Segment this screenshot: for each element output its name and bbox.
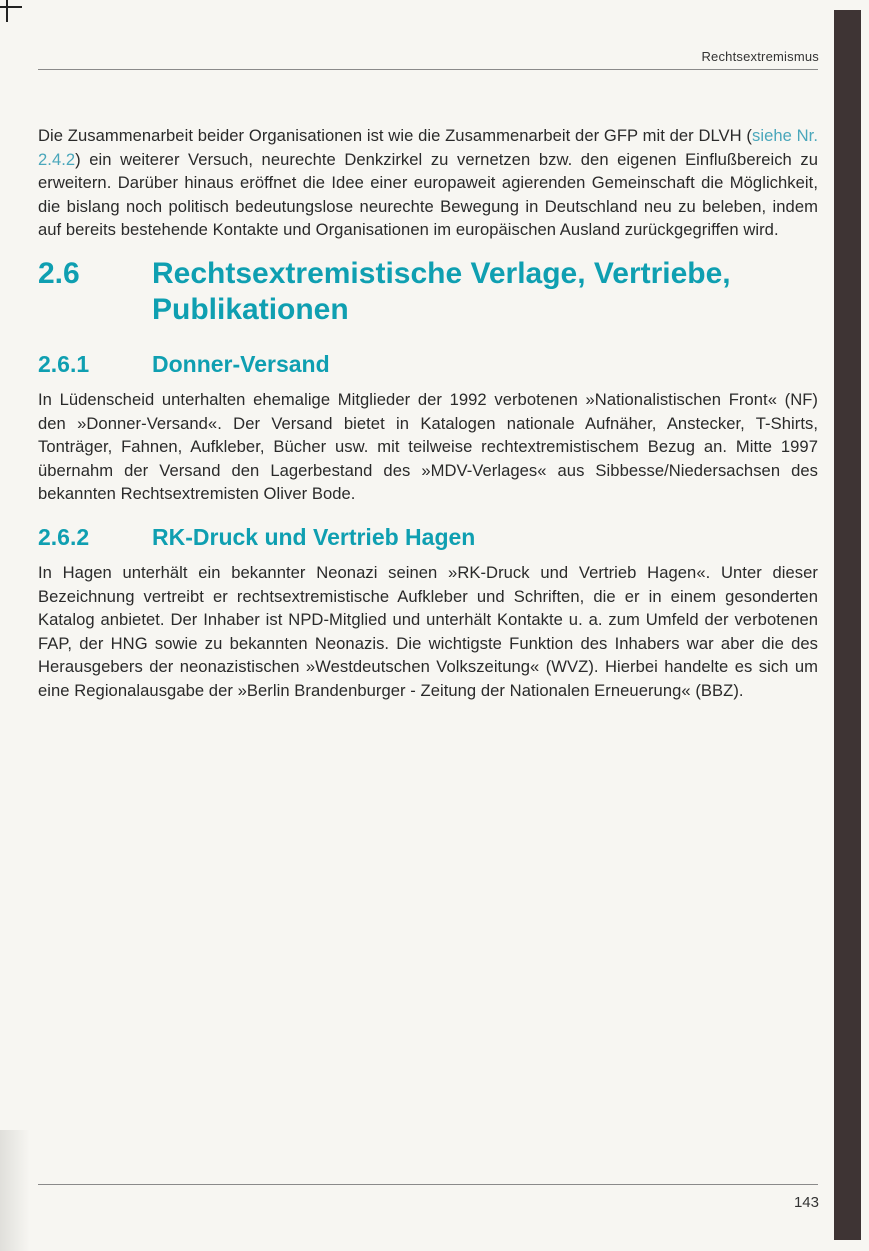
subsection-paragraph: In Lüdenscheid unterhalten ehemalige Mitglieder der 1992 verbotenen »Nationalistischen Front« (NF) den »Donner-Versand«. Der Versand bietet in Katalogen nationale Aufnäher, Anstecker, T-Shirts, Tonträger, Fahnen, Aufkleber, Bücher usw. mit teilweise rechtextremistischem Bezug an. Mitte 1997 übernahm der Versand den Lagerbestand des »MDV-Verlages« aus Sibbesse/Niedersachsen des bekannten Rechtsextremisten Oliver Bode. — [38, 389, 818, 504]
running-header: Rechtsextremismus — [701, 49, 819, 64]
subsection-number: 2.6.1 — [38, 350, 90, 377]
page-shadow — [0, 1130, 30, 1251]
section-number: 2.6 — [38, 256, 80, 290]
subsection-heading — [38, 523, 818, 551]
chapter-side-tab — [834, 10, 861, 1240]
section-title: Rechtsextremistische Verlage, Vertriebe, Publikationen — [152, 256, 731, 326]
subsection-number: 2.6.2 — [38, 523, 90, 550]
page-number: 143 — [793, 1194, 819, 1211]
cross-reference-link[interactable]: siehe Nr. 2.4.2 — [38, 126, 818, 169]
section-heading — [38, 256, 818, 328]
intro-text-end: ) ein weiterer Versuch, neurechte Denkzirkel zu vernetzen bzw. den eigenen Einflußbereich zu erweitern. Darüber hinaus eröffnet die Idee einer europaweit agierenden Gemeinschaft die Möglichkeit, die bislang noch politisch bedeutungslose neurechte Bewegung in Deutschland neu zu beleben, indem auf bereits bestehende Kontakte und Organisationen im europäischen Ausland zurückgegriffen wird. — [38, 149, 818, 240]
subsection-paragraph: In Hagen unterhält ein bekannter Neonazi seinen »RK-Druck und Vertrieb Hagen«. Unter dieser Bezeichnung vertreibt er rechtsextremistische Aufkleber und Schriften, die er in einem gesonderten Katalog anbietet. Der Inhaber ist NPD-Mitglied und unterhält Kontakte u. a. zum Umfeld der verbotenen FAP, der HNG sowie zu bekannten Neonazis. Die wichtigste Funktion des Inhabers war aber die des Herausgebers der neonazistischen »Westdeutschen Volkszeitung« (WVZ). Hierbei handelte es sich um eine Regionalausgabe der »Berlin Brandenburger - Zeitung der Nationalen Erneuerung« (BBZ). — [38, 562, 818, 700]
header-rule — [38, 69, 818, 70]
page-content — [38, 124, 818, 703]
subsection-title: Donner-Versand — [152, 350, 330, 377]
intro-text-start: Die Zusammenarbeit beider Organisationen ist wie die Zusammenarbeit der GFP mit der DLVH ( — [38, 126, 752, 145]
subsection-title: RK-Druck und Vertrieb Hagen — [152, 523, 476, 550]
crop-mark-horizontal — [0, 6, 22, 8]
intro-paragraph — [38, 124, 818, 242]
subsection-heading — [38, 350, 818, 378]
crop-mark-vertical — [6, 0, 8, 22]
footer-rule — [38, 1184, 818, 1185]
